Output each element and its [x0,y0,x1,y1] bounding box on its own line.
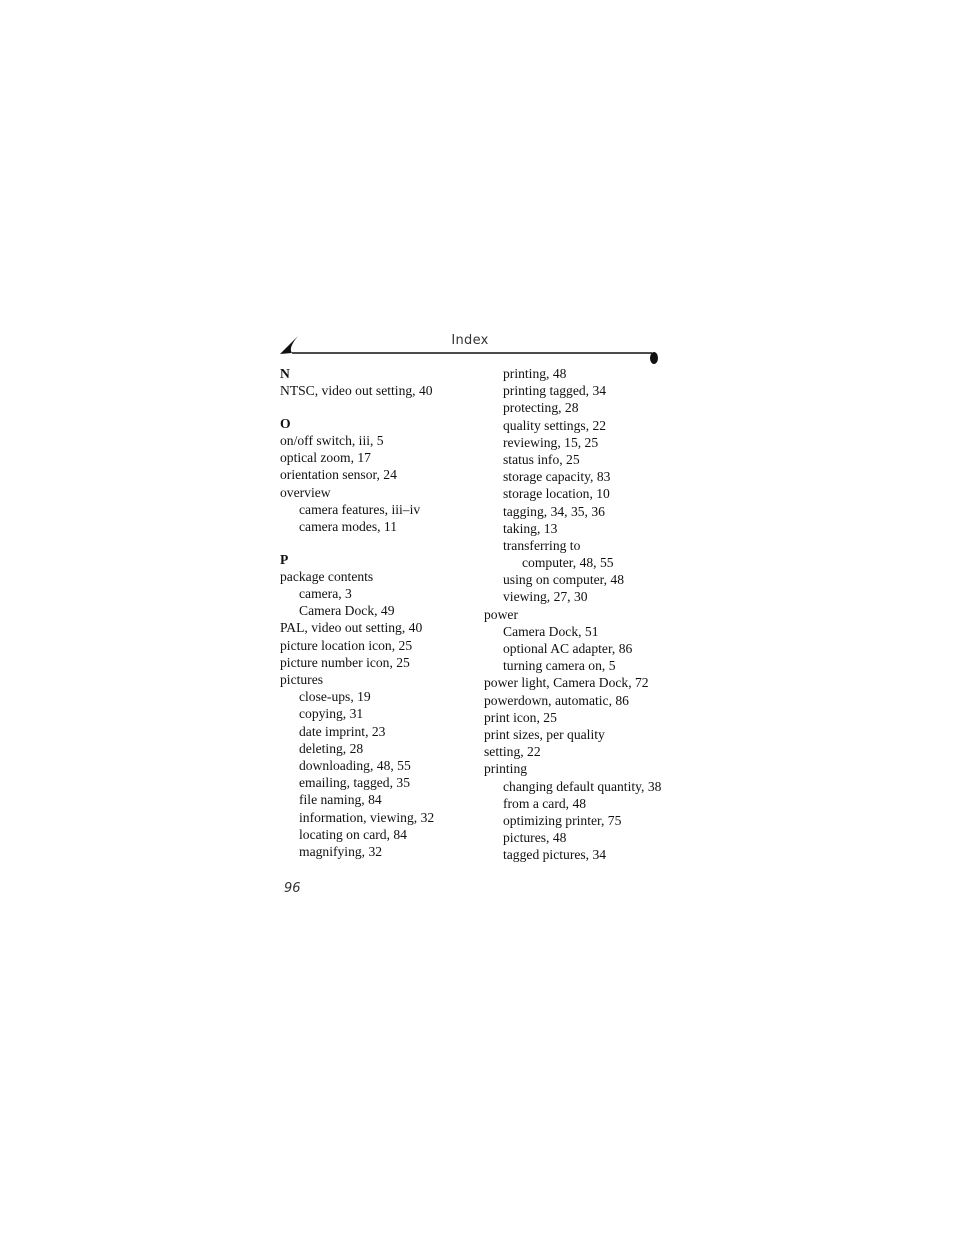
index-subentry: deleting, 28 [299,740,364,756]
index-subentry: storage capacity, 83 [503,469,611,485]
index-entry: on/off switch, iii, 5 [280,433,384,449]
index-entry: optical zoom, 17 [280,450,371,466]
index-entry: PAL, video out setting, 40 [280,620,423,636]
index-entry: print icon, 25 [484,709,557,725]
index-entry: picture number icon, 25 [280,654,410,670]
index-subentry: printing, 48 [503,366,567,381]
index-subentry: optimizing printer, 75 [503,812,622,828]
index-subentry: optional AC adapter, 86 [503,641,633,656]
index-subentry: viewing, 27, 30 [503,589,588,605]
index-subentry: camera, 3 [299,586,352,602]
header-end-dot-icon [650,352,658,364]
index-subentry: locating on card, 84 [299,826,407,842]
index-subentry: camera modes, 11 [299,519,398,534]
page-number: 96 [284,881,301,896]
section-spacer [280,399,480,415]
index-entry: orientation sensor, 24 [280,467,397,483]
index-subentry: taking, 13 [503,520,558,536]
index-column-right [484,365,684,863]
index-subentry: tagged pictures, 34 [503,847,607,863]
index-subentry: pictures, 48 [503,830,567,846]
index-entry: pictures [280,672,324,687]
index-entry: power light, Camera Dock, 72 [484,675,649,691]
index-subentry: close-ups, 19 [299,689,371,705]
index-subentry: transferring to [503,537,581,553]
index-subentry: emailing, tagged, 35 [299,775,410,791]
index-subentry: computer, 48, 55 [522,555,614,571]
index-letter-heading: N [280,366,290,381]
index-subentry: quality settings, 22 [503,417,607,433]
index-subentry: Camera Dock, 51 [503,623,599,639]
index-subentry: printing tagged, 34 [503,383,607,399]
index-subentry: using on computer, 48 [503,572,625,588]
index-subentry: status info, 25 [503,451,580,467]
index-subentry: reviewing, 15, 25 [503,434,599,450]
index-subentry: protecting, 28 [503,400,579,416]
index-entry: overview [280,484,331,500]
index-subentry: magnifying, 32 [299,843,383,859]
section-spacer [280,535,480,551]
header-swoosh-icon [280,336,298,354]
index-entry: printing [484,761,528,777]
index-entry: powerdown, automatic, 86 [484,692,629,708]
index-letter-heading: P [280,551,289,567]
index-entry: setting, 22 [484,744,541,760]
index-column-left [280,365,480,860]
index-subentry: changing default quantity, 38 [503,778,662,794]
index-entry: NTSC, video out setting, 40 [280,383,433,399]
index-entry: power [484,606,518,622]
index-subentry: turning camera on, 5 [503,658,616,674]
index-subentry: file naming, 84 [299,792,382,808]
header-title: Index [451,333,489,348]
index-subentry: information, viewing, 32 [299,809,435,825]
index-subentry: copying, 31 [299,706,364,722]
index-entry: print sizes, per quality [484,726,605,742]
index-subentry: downloading, 48, 55 [299,757,411,773]
index-subentry: camera features, iii–iv [299,501,421,517]
index-subentry: Camera Dock, 49 [299,603,395,619]
index-subentry: from a card, 48 [503,795,587,811]
index-subentry: date imprint, 23 [299,723,386,739]
index-entry: package contents [280,568,374,584]
index-subentry: tagging, 34, 35, 36 [503,503,605,519]
index-subentry: storage location, 10 [503,486,610,502]
index-entry: picture location icon, 25 [280,637,413,653]
index-letter-heading: O [280,415,291,431]
